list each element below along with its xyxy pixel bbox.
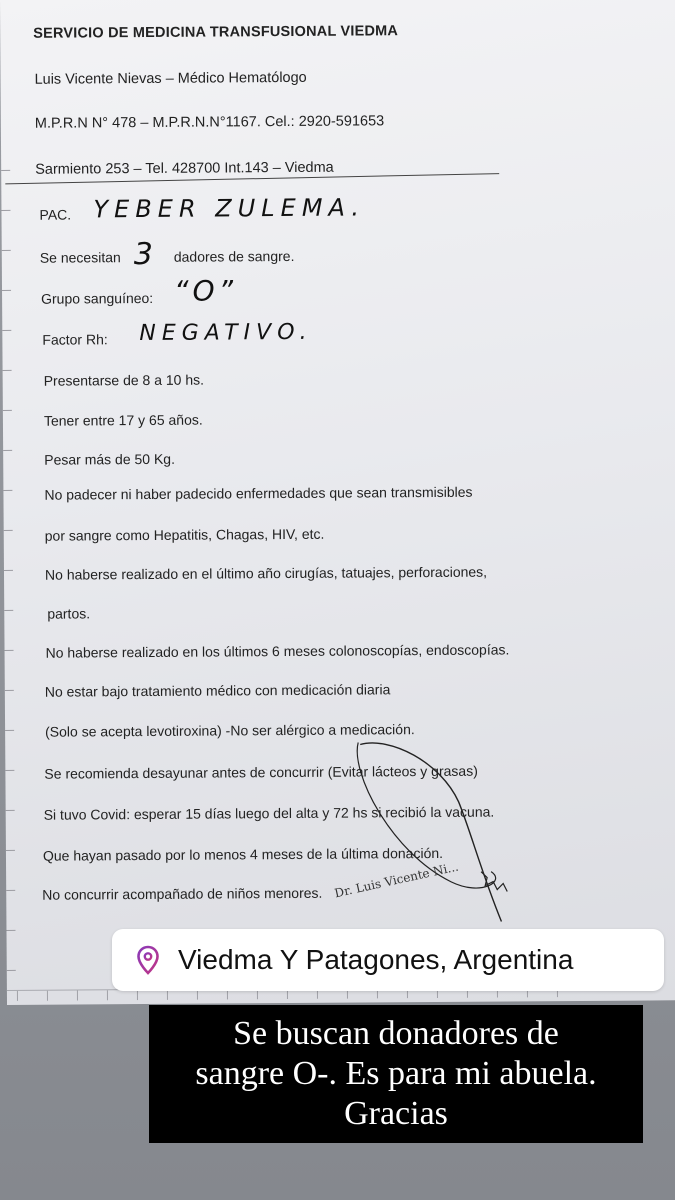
caption-line: Se buscan donadores de [233,1015,559,1052]
requirement-line: No haberse realizado en los últimos 6 meses colonoscopías, endoscopías. [45,641,510,661]
donors-suffix: dadores de sangre. [173,247,295,265]
blood-group-handwritten: “O” [173,274,238,308]
left-margin-ticks [1,170,19,990]
requirement-line: partos. [47,605,91,622]
rh-label: Factor Rh: [42,331,108,348]
requirement-line: (Solo se acepta levotiroxina) -No ser alérgico a medicación. [45,721,415,740]
requirement-line: por sangre como Hepatitis, Chagas, HIV, etc. [44,525,325,544]
requirement-line: Si tuvo Covid: esperar 15 días luego del alta y 72 hs si recibió la vacuna. [43,803,495,823]
requirement-line: Se recomienda desayunar antes de concurrir (Evitar lácteos y grasas) [44,762,478,782]
requirement-line: Pesar más de 50 Kg. [44,450,176,468]
rh-handwritten: NEGATIVO. [139,319,313,347]
requirement-line: No haberse realizado en el último año cirugías, tatuajes, perforaciones, [44,563,488,583]
caption-line: sangre O-. Es para mi abuela. [195,1055,597,1092]
doctor-name: Luis Vicente Nievas – Médico Hematólogo [34,69,307,88]
story-caption [149,1005,643,1143]
service-title: SERVICIO DE MEDICINA TRANSFUSIONAL VIEDMA [33,23,399,42]
requirement-line: No padecer ni haber padecido enfermedades que sean transmisibles [44,483,473,503]
requirement-line: Presentarse de 8 a 10 hs. [43,371,205,389]
pac-handwritten: YEBER ZULEMA. [93,193,366,224]
doctor-stamp: Dr. Luis Vicente Ni... [333,859,460,901]
location-label: Viedma Y Patagones, Argentina [178,944,574,975]
pac-label: PAC. [39,206,72,223]
requirement-line: No concurrir acompañado de niños menores. [42,884,323,903]
requirement-line: Que hayan pasado por lo menos 4 meses de la última donación. [42,844,444,864]
requirement-line: Tener entre 17 y 65 años. [43,411,203,429]
address-line: Sarmiento 253 – Tel. 428700 Int.143 – Viedma [35,159,334,178]
doctor-signature [330,731,551,933]
donors-prefix: Se necesitan [39,249,121,266]
location-pin-icon [136,945,160,975]
requirement-line: No estar bajo tratamiento médico con medicación diaria [44,681,391,700]
location-sticker[interactable] [112,929,664,991]
license-phone: M.P.R.N N° 478 – M.P.R.N.N°1167. Cel.: 2920-591653 [34,113,385,132]
blood-group-label: Grupo sanguíneo: [41,289,154,307]
caption-line: Gracias [344,1095,448,1132]
donors-count-handwritten: 3 [133,236,159,273]
